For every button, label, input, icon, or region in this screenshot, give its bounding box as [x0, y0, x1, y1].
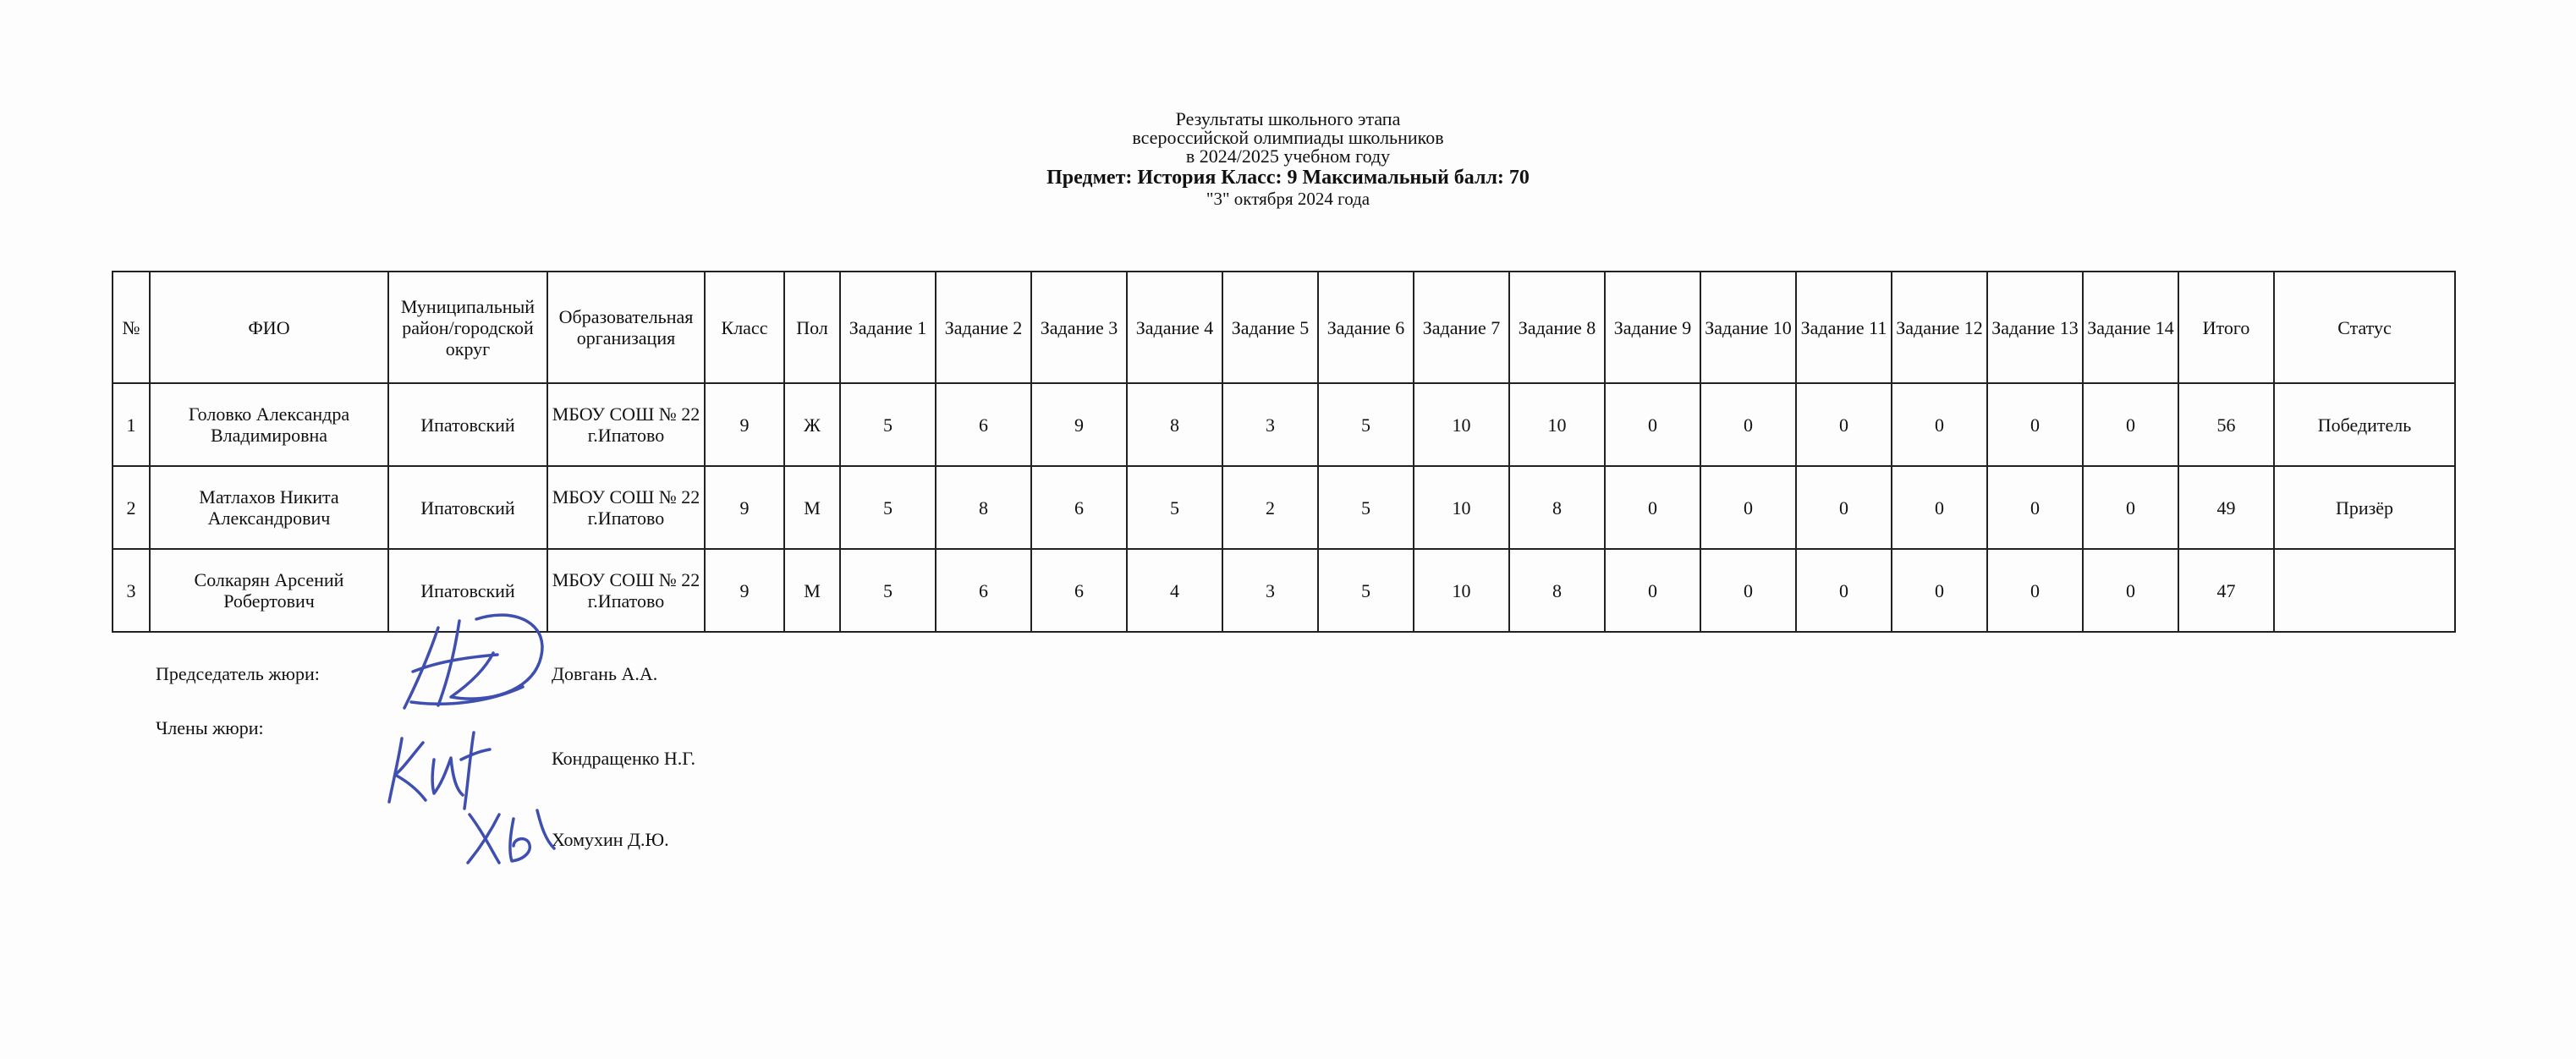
column-header: Задание 10 — [1700, 272, 1796, 383]
column-header: Задание 4 — [1127, 272, 1222, 383]
title-line-3: в 2024/2025 учебном году — [1185, 145, 1391, 167]
table-cell: 0 — [2083, 466, 2178, 549]
table-cell: 4 — [1127, 549, 1222, 632]
column-header: Образовательная организация — [547, 272, 705, 383]
member-signature — [385, 726, 512, 810]
table-cell: 0 — [2083, 383, 2178, 466]
table-cell: 9 — [1031, 383, 1127, 466]
table-cell: МБОУ СОШ № 22 г.Ипатово — [547, 549, 705, 632]
table-cell: 8 — [1509, 549, 1605, 632]
results-table — [112, 271, 2456, 633]
column-header: Задание 2 — [936, 272, 1031, 383]
column-header: Задание 9 — [1605, 272, 1700, 383]
table-cell: Головко Александра Владимировна — [150, 383, 388, 466]
table-cell: 56 — [2178, 383, 2274, 466]
jury-chair-name: Довгань А.А. — [552, 663, 658, 684]
table-cell: 0 — [1796, 549, 1892, 632]
table-cell: 8 — [1509, 466, 1605, 549]
table-cell: Призёр — [2274, 466, 2455, 549]
column-header: Задание 5 — [1222, 272, 1318, 383]
table-cell: 8 — [936, 466, 1031, 549]
table-cell: 5 — [840, 549, 936, 632]
table-cell: 49 — [2178, 466, 2274, 549]
table-cell: 5 — [1318, 383, 1414, 466]
table-cell: 0 — [1700, 549, 1796, 632]
table-cell: Победитель — [2274, 383, 2455, 466]
table-cell: 0 — [1892, 466, 1987, 549]
chair-signature — [387, 602, 557, 721]
column-header: Задание 13 — [1987, 272, 2083, 383]
table-cell: Солкарян Арсений Робертович — [150, 549, 388, 632]
jury-members-label: Члены жюри: — [156, 717, 264, 738]
table-cell: 9 — [705, 466, 784, 549]
table-cell: 5 — [840, 383, 936, 466]
title-line-2: всероссийской олимпиады школьников — [1132, 127, 1444, 148]
table-cell: МБОУ СОШ № 22 г.Ипатово — [547, 466, 705, 549]
table-cell: 5 — [1318, 549, 1414, 632]
table-cell: 8 — [1127, 383, 1222, 466]
table-cell: 2 — [1222, 466, 1318, 549]
column-header: Задание 12 — [1892, 272, 1987, 383]
column-header: Муниципальный район/городской округ — [388, 272, 547, 383]
column-header: Задание 3 — [1031, 272, 1127, 383]
table-cell: 1 — [113, 383, 150, 466]
table-cell: 5 — [1127, 466, 1222, 549]
table-cell: 0 — [1892, 383, 1987, 466]
table-cell: Матлахов Никита Александрович — [150, 466, 388, 549]
column-header: Задание 14 — [2083, 272, 2178, 383]
member-signature — [461, 802, 563, 870]
column-header: Задание 7 — [1414, 272, 1509, 383]
table-cell: 0 — [2083, 549, 2178, 632]
subject-line: Предмет: История Класс: 9 Максимальный балл: 70 — [1046, 167, 1530, 189]
table-cell: 2 — [113, 466, 150, 549]
table-cell: М — [784, 549, 840, 632]
column-header: Задание 11 — [1796, 272, 1892, 383]
jury-member-name: Хомухин Д.Ю. — [552, 829, 669, 850]
column-header: Задание 1 — [840, 272, 936, 383]
column-header: Итого — [2178, 272, 2274, 383]
table-cell: 6 — [936, 549, 1031, 632]
table-cell: М — [784, 466, 840, 549]
table-cell: 6 — [1031, 466, 1127, 549]
table-cell: 0 — [1605, 466, 1700, 549]
table-row — [113, 383, 2455, 466]
jury-chair-label: Председатель жюри: — [156, 663, 320, 684]
table-cell: 0 — [1796, 466, 1892, 549]
jury-member-name: Кондращенко Н.Г. — [552, 748, 695, 769]
table-cell: 10 — [1414, 549, 1509, 632]
column-header: Пол — [784, 272, 840, 383]
table-cell: Ж — [784, 383, 840, 466]
table-cell: 5 — [840, 466, 936, 549]
table-cell: 0 — [1700, 466, 1796, 549]
table-cell: Ипатовский — [388, 466, 547, 549]
table-header-row — [113, 272, 2455, 383]
table-cell: 9 — [705, 383, 784, 466]
table-cell: Ипатовский — [388, 383, 547, 466]
column-header: ФИО — [150, 272, 388, 383]
table-cell: 3 — [1222, 383, 1318, 466]
table-cell: 10 — [1509, 383, 1605, 466]
table-cell: 0 — [1987, 466, 2083, 549]
table-cell: 3 — [113, 549, 150, 632]
title-line-1: Результаты школьного этапа — [1175, 108, 1401, 129]
table-cell: 47 — [2178, 549, 2274, 632]
date-line: "3" октября 2024 года — [1206, 189, 1370, 209]
table-cell: 0 — [1605, 383, 1700, 466]
table-cell: 6 — [936, 383, 1031, 466]
table-cell: 0 — [1796, 383, 1892, 466]
column-header: Класс — [705, 272, 784, 383]
table-cell: 6 — [1031, 549, 1127, 632]
table-cell — [2274, 549, 2455, 632]
column-header: Задание 6 — [1318, 272, 1414, 383]
table-cell: Ипатовский — [388, 549, 547, 632]
table-cell: 10 — [1414, 466, 1509, 549]
table-cell: 9 — [705, 549, 784, 632]
table-cell: МБОУ СОШ № 22 г.Ипатово — [547, 383, 705, 466]
table-cell: 0 — [1700, 383, 1796, 466]
column-header: Задание 8 — [1509, 272, 1605, 383]
column-header: № — [113, 272, 150, 383]
table-cell: 10 — [1414, 383, 1509, 466]
table-cell: 0 — [1987, 549, 2083, 632]
column-header: Статус — [2274, 272, 2455, 383]
table-cell: 0 — [1987, 383, 2083, 466]
table-cell: 5 — [1318, 466, 1414, 549]
table-cell: 0 — [1892, 549, 1987, 632]
table-cell: 0 — [1605, 549, 1700, 632]
document-header — [0, 110, 2576, 208]
table-cell: 3 — [1222, 549, 1318, 632]
table-row — [113, 466, 2455, 549]
